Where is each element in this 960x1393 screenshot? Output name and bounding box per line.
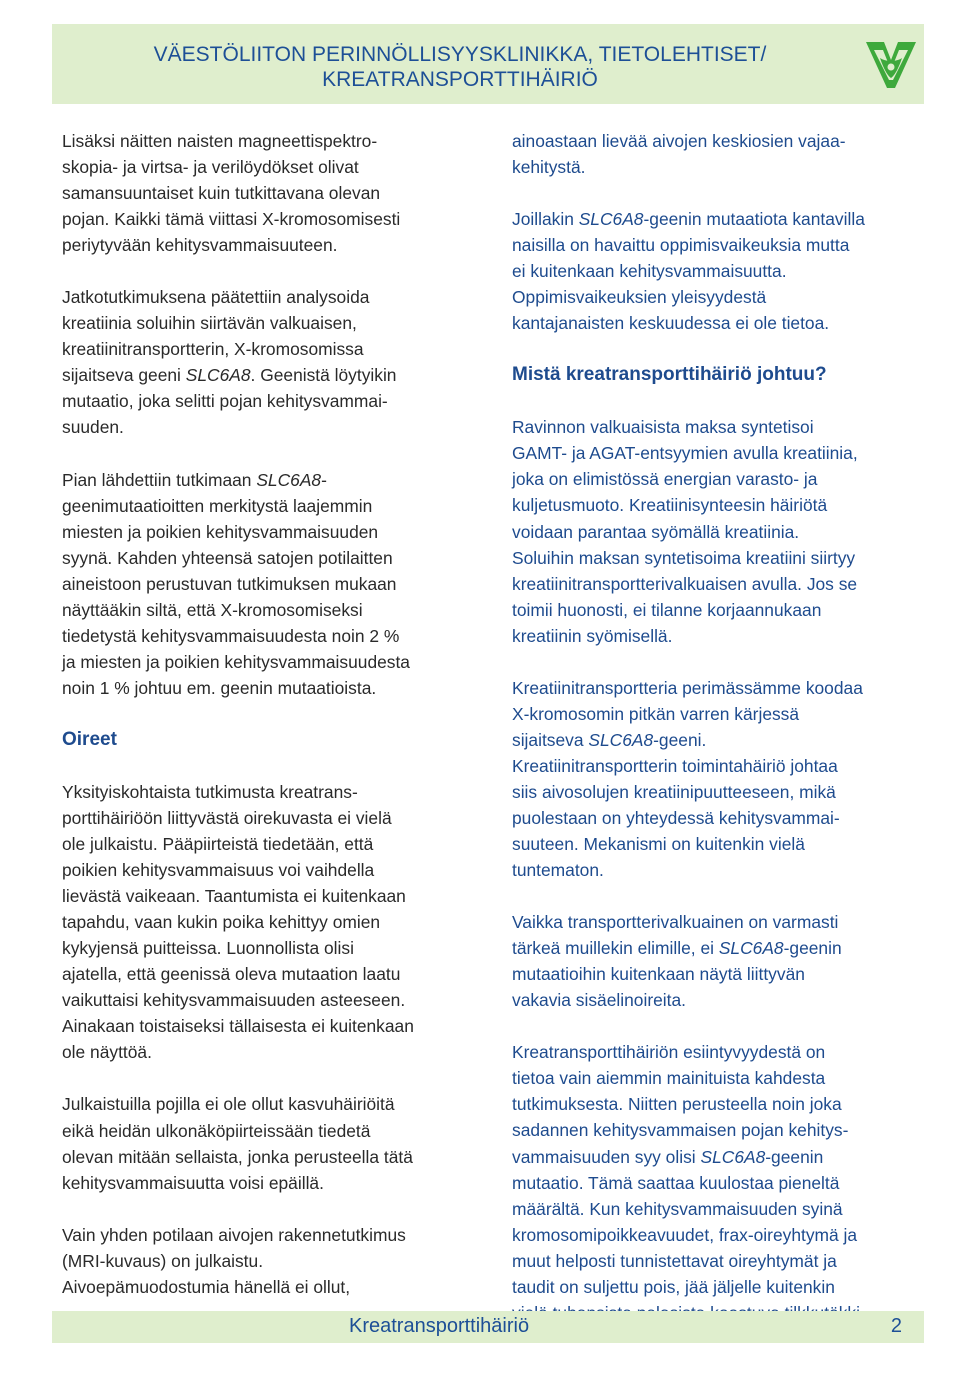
paragraph-transporter-gene xyxy=(512,675,912,883)
text-line: mutaatio, joka selitti pojan kehitysvammai- xyxy=(62,391,388,412)
text-line: kreatiinitransportterin, X-kromosomissa xyxy=(62,339,364,360)
text-line: mutaatio. Tämä saattaa kuulostaa pieneltä xyxy=(512,1172,840,1193)
text-line: suuden. xyxy=(62,417,124,438)
text-line: kreatiinia soluihin siirtävän valkuaisen, xyxy=(62,313,357,334)
text-line: Vain yhden potilaan aivojen rakennetutkimus xyxy=(62,1224,406,1245)
paragraph-creatine-synthesis xyxy=(512,414,912,648)
page-number: 2 xyxy=(890,1315,902,1337)
text-line: X-kromosomin pitkän varren kärjessä xyxy=(512,703,800,724)
text-line: eikä heidän ulkonäköpiirteissään tiedetä xyxy=(62,1120,371,1141)
paragraph-carrier-findings xyxy=(62,128,462,258)
paragraph-other-organs xyxy=(512,909,912,1013)
right-column xyxy=(512,128,912,1326)
text-line: samansuuntaiset kuin tutkittavana olevan xyxy=(62,183,381,204)
text-line: Ainakaan toistaiseksi tällaisesta ei kuitenkaan xyxy=(62,1016,414,1037)
text-line: Julkaistuilla pojilla ei ole ollut kasvuhäiriöitä xyxy=(62,1094,395,1115)
gene-name: SLC6A8 xyxy=(700,1146,766,1167)
gene-name: SLC6A8 xyxy=(718,938,784,959)
text-line: mutaatioihin kuitenkaan näytä liittyvän xyxy=(512,964,805,985)
footer-title: Kreatransporttihäiriö xyxy=(349,1315,530,1337)
text-line: lievästä vaikeaan. Taantumista ei kuitenkaan xyxy=(62,886,406,907)
text-line: kantajanaisten keskuudessa ei ole tietoa. xyxy=(512,313,830,334)
text-line: aineistoon perustuvan tutkimuksen mukaan xyxy=(62,573,397,594)
text-line xyxy=(512,1144,912,1170)
text-line: ole julkaistu. Pääpiirteistä tiedetään, että xyxy=(62,834,374,855)
text-line: Yksityiskohtaista tutkimusta kreatrans- xyxy=(62,781,358,802)
text-line: Oppimisvaikeuksien yleisyydestä xyxy=(512,287,767,308)
text-line: miesten ja poikien kehitysvammaisuuden xyxy=(62,521,379,542)
text-fragment: - xyxy=(321,469,327,490)
text-fragment: sijaitseva geeni xyxy=(62,365,186,386)
text-line: ainoastaan lievää aivojen keskiosien vajaa- xyxy=(512,131,846,151)
text-line: GAMT- ja AGAT-entsyymien avulla kreatiinia, xyxy=(512,443,858,464)
gene-name: SLC6A8 xyxy=(185,365,251,386)
section-heading-symptoms: Oireet xyxy=(62,728,117,750)
text-fragment: tärkeä muillekin elimille, ei xyxy=(512,938,719,959)
text-line: määrältä. Kun kehitysvammaisuuden syinä xyxy=(512,1198,843,1219)
paragraph-mri-continued xyxy=(512,128,912,180)
paragraph-carrier-women xyxy=(512,206,912,336)
text-line: muut helposti tunnistettavat oireyhtymät ja xyxy=(512,1250,837,1271)
text-line: vaikuttaisi kehitysvammaisuuden asteeseen. xyxy=(62,990,406,1011)
page-footer xyxy=(52,1311,924,1343)
left-column xyxy=(62,128,462,1300)
text-line: noin 1 % johtuu em. geenin mutaatioista. xyxy=(62,677,377,698)
text-line: Kreatiinitransportteria perimässämme koodaa xyxy=(512,677,863,698)
text-line: kehitysvammaisuutta voisi epäillä. xyxy=(62,1172,324,1193)
text-line: suuteen. Mekanismi on kuitenkin vielä xyxy=(512,834,805,855)
text-line: Ravinnon valkuaisista maksa syntetisoi xyxy=(512,417,814,438)
paragraph-prevalence-studies xyxy=(62,467,462,701)
text-line: Aivoepämuodostumia hänellä ei ollut, xyxy=(62,1276,351,1297)
text-line xyxy=(62,362,462,388)
text-line: tapahdu, vaan kukin poika kehittyy omien xyxy=(62,912,381,933)
text-line: tietoa vain aiemmin mainituista kahdesta xyxy=(512,1068,826,1089)
text-line: periytyvään kehitysvammaisuuteen. xyxy=(62,235,338,256)
text-line: Lisäksi näitten naisten magneettispektro- xyxy=(62,131,378,151)
text-line: naisilla on havaittu oppimisvaikeuksia mutta xyxy=(512,235,850,256)
paragraph-symptoms xyxy=(62,779,462,1066)
text-fragment: -geeni. xyxy=(653,729,707,750)
text-line: siis aivosolujen kreatiinipuutteeseen, mikä xyxy=(512,781,836,802)
text-fragment: -geenin mutaatiota kantavilla xyxy=(643,209,865,230)
text-line: ajatella, että geenissä oleva mutaation laatu xyxy=(62,964,401,985)
text-line: pojan. Kaikki tämä viittasi X-kromosomisesti xyxy=(62,209,401,230)
text-fragment: -geenin xyxy=(783,938,842,959)
text-line: vakavia sisäelinoireita. xyxy=(512,990,686,1011)
text-line: joka on elimistössä energian varasto- ja xyxy=(512,469,818,490)
text-line: ole näyttöä. xyxy=(62,1042,152,1063)
text-line: tiedetystä kehitysvammaisuudesta noin 2 % xyxy=(62,625,400,646)
text-line: porttihäiriöön liittyvästä oirekuvasta ei vielä xyxy=(62,807,392,828)
text-line: poikien kehitysvammaisuus voi vaihdella xyxy=(62,860,375,881)
text-line: Kreatransporttihäiriön esiintyvyydestä on xyxy=(512,1042,826,1063)
header-title xyxy=(140,42,780,92)
text-line: ja miesten ja poikien kehitysvammaisuudesta xyxy=(62,651,410,672)
text-fragment: vammaisuuden syy olisi xyxy=(512,1146,701,1167)
vaestoliitto-logo-icon xyxy=(864,36,918,96)
text-fragment: Joillakin xyxy=(512,209,579,230)
paragraph-gene-analysis xyxy=(62,284,462,440)
gene-name: SLC6A8 xyxy=(588,729,654,750)
text-line: tutkimuksesta. Niitten perusteella noin joka xyxy=(512,1094,842,1115)
gene-name: SLC6A8 xyxy=(578,209,644,230)
text-line: kromosomipoikkeavuudet, frax-oireyhtymä ja xyxy=(512,1224,858,1245)
text-line: Soluihin maksan syntetisoima kreatiini siirtyy xyxy=(512,547,856,568)
text-line: sadannen kehitysvammaisen pojan kehitys- xyxy=(512,1120,849,1141)
text-line: puolestaan on yhteydessä kehitysvammai- xyxy=(512,807,840,828)
paragraph-growth xyxy=(62,1091,462,1195)
paragraph-prevalence xyxy=(512,1039,912,1326)
text-line: syynä. Kahden yhteensä satojen potilaitten xyxy=(62,547,393,568)
paragraph-mri xyxy=(62,1222,462,1300)
text-line: kykyjensä puitteissa. Luonnollista olisi xyxy=(62,938,354,959)
text-line: näyttääkin siltä, että X-kromosomiseksi xyxy=(62,599,363,620)
text-line: Jatkotutkimuksena päätettiin analysoida xyxy=(62,287,370,308)
text-fragment: Pian lähdettiin tutkimaan xyxy=(62,469,257,490)
header-title-line-2: KREATRANSPORTTIHÄIRIÖ xyxy=(322,68,598,91)
text-line: voidaan parantaa syömällä kreatiinia. xyxy=(512,521,800,542)
text-line: tuntematon. xyxy=(512,860,604,881)
text-line: ei kuitenkaan kehitysvammaisuutta. xyxy=(512,261,787,282)
text-fragment: -geenin xyxy=(765,1146,824,1167)
text-line: toimii huonosti, ei tilanne korjaannukaan xyxy=(512,599,822,620)
text-fragment: . Geenistä löytyikin xyxy=(250,365,397,386)
text-line: Vaikka transportterivalkuainen on varmasti xyxy=(512,912,839,933)
text-line: kehitystä. xyxy=(512,157,586,178)
text-line xyxy=(512,935,912,961)
text-line: taudit on suljettu pois, jää jäljelle kuitenkin xyxy=(512,1276,835,1297)
text-line: kuljetusmuoto. Kreatiinisynteesin häiriötä xyxy=(512,495,828,516)
gene-name: SLC6A8 xyxy=(256,469,322,490)
text-line: skopia- ja virtsa- ja verilöydökset olivat xyxy=(62,157,359,178)
text-line xyxy=(512,206,912,232)
text-line: (MRI-kuvaus) on julkaistu. xyxy=(62,1250,264,1271)
text-line: kreatiinin syömisellä. xyxy=(512,625,673,646)
text-line xyxy=(512,727,912,753)
page-header xyxy=(52,24,924,104)
section-heading-cause: Mistä kreatransporttihäiriö johtuu? xyxy=(512,364,827,386)
text-line xyxy=(62,467,462,493)
header-title-line-1: VÄESTÖLIITON PERINNÖLLISYYSKLINIKKA, TIETOLEHTISET/ xyxy=(153,43,767,66)
text-fragment: sijaitseva xyxy=(512,729,589,750)
text-line: geenimutaatioitten merkitystä laajemmin xyxy=(62,495,373,516)
text-line: Kreatiinitransportterin toimintahäiriö johtaa xyxy=(512,755,838,776)
text-line: kreatiinitransportterivalkuaisen avulla. Jos se xyxy=(512,573,858,594)
text-line: olevan mitään sellaista, jonka perusteella tätä xyxy=(62,1146,413,1167)
